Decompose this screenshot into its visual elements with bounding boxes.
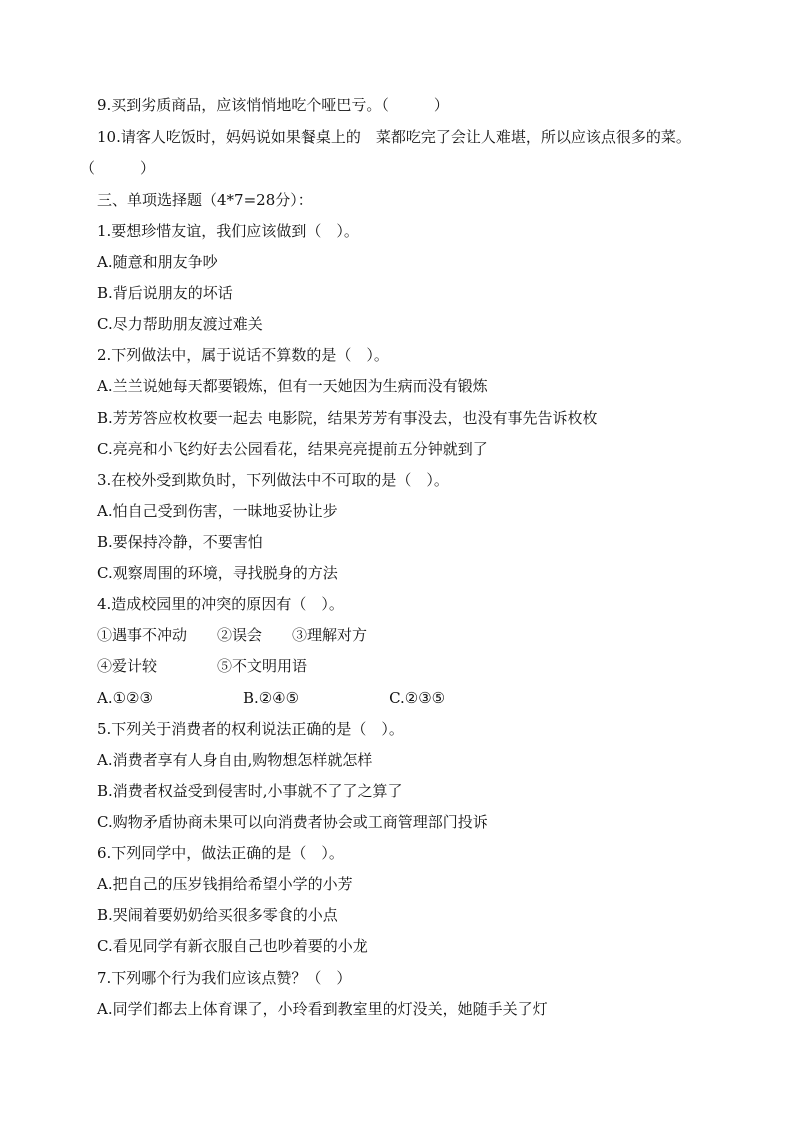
mcq-2-option-a: A.兰兰说她每天都要锻炼，但有一天她因为生病而没有锻炼	[97, 377, 488, 395]
mcq-4-reasons-row-2: ④爱计较 ⑤不文明用语	[97, 657, 308, 675]
question-10-text: 10.请客人吃饭时，妈妈说如果餐桌上的 菜都吃完了会让人难堪，所以应该点很多的菜。	[97, 128, 691, 146]
mcq-5-option-b: B.消费者权益受到侵害时,小事就不了了之算了	[97, 782, 403, 800]
mcq-7-option-a: A.同学们都去上体育课了，小玲看到教室里的灯没关，她随手关了灯	[97, 1000, 548, 1018]
mcq-6-stem: 6.下列同学中，做法正确的是（ ）。	[97, 844, 344, 862]
question-9-text: 9.买到劣质商品，应该悄悄地吃个哑巴亏。（ ）	[97, 96, 449, 114]
mcq-6-option-c: C.看见同学有新衣服自己也吵着要的小龙	[97, 937, 368, 955]
mcq-1-stem: 1.要想珍惜友谊，我们应该做到（ ）。	[97, 222, 359, 240]
mcq-4-reasons-row-1: ①遇事不冲动 ②误会 ③理解对方	[97, 626, 368, 644]
mcq-2-stem: 2.下列做法中，属于说话不算数的是（ ）。	[97, 346, 389, 364]
mcq-6-option-b: B.哭闹着要奶奶给买很多零食的小点	[97, 906, 338, 924]
mcq-3-option-b: B.要保持冷静，不要害怕	[97, 533, 263, 551]
mcq-3-option-a: A.怕自己受到伤害，一昧地妥协让步	[97, 502, 338, 520]
mcq-5-option-c: C.购物矛盾协商未果可以向消费者协会或工商管理部门投诉	[97, 813, 488, 831]
mcq-1-option-c: C.尽力帮助朋友渡过难关	[97, 315, 263, 333]
mcq-6-option-a: A.把自己的压岁钱捐给希望小学的小芳	[97, 875, 353, 893]
mcq-4-stem: 4.造成校园里的冲突的原因有（ ）。	[97, 595, 344, 613]
question-10-answer-bracket: （ ）	[80, 159, 156, 177]
mcq-2-option-c: C.亮亮和小飞约好去公园看花，结果亮亮提前五分钟就到了	[97, 440, 488, 458]
mcq-5-stem: 5.下列关于消费者的权利说法正确的是（ ）。	[97, 720, 404, 738]
section-title: 三、单项选择题（4*7=28分）：	[97, 191, 313, 209]
mcq-3-option-c: C.观察周围的环境，寻找脱身的方法	[97, 564, 338, 582]
mcq-1-option-a: A.随意和朋友争吵	[97, 253, 218, 271]
mcq-7-stem: 7.下列哪个行为我们应该点赞？（ ）	[97, 969, 352, 987]
mcq-3-stem: 3.在校外受到欺负时，下列做法中不可取的是（ ）。	[97, 471, 449, 489]
mcq-5-option-a: A.消费者享有人身自由,购物想怎样就怎样	[97, 751, 373, 769]
mcq-1-option-b: B.背后说朋友的坏话	[97, 284, 233, 302]
mcq-2-option-b: B.芳芳答应枚枚要一起去 电影院，结果芳芳有事没去，也没有事先告诉枚枚	[97, 409, 598, 427]
mcq-4-options: A.①②③ B.②④⑤ C.②③⑤	[97, 689, 446, 707]
